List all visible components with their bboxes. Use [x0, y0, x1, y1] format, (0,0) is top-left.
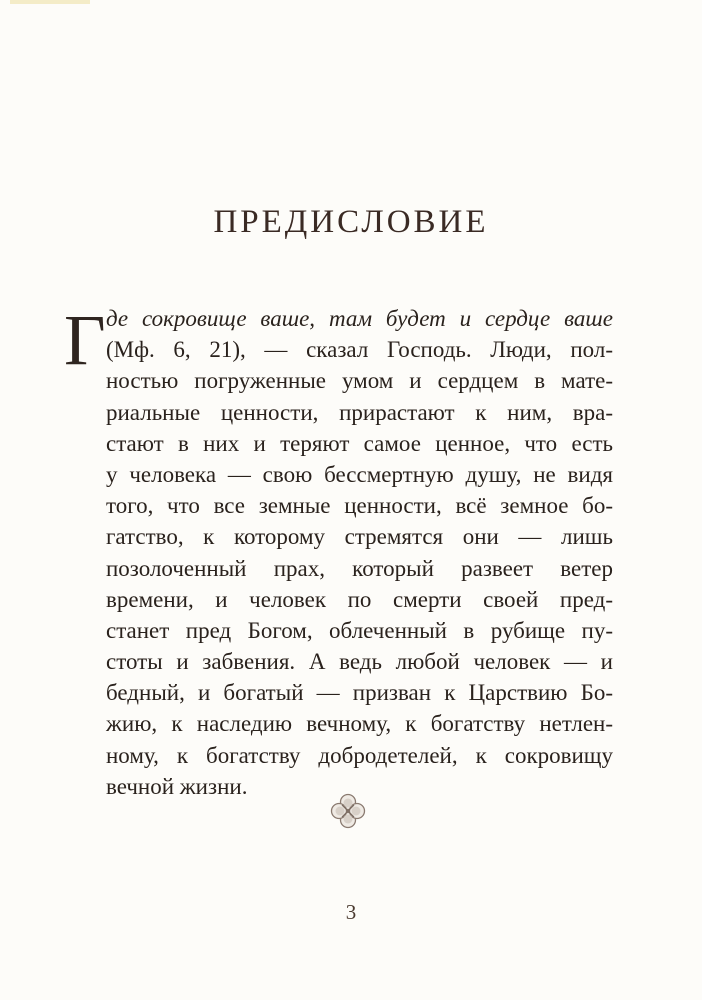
text-line: ностью погруженные умом и сердцем в мате-	[106, 368, 613, 394]
text-line: позолоченный прах, который развеет ветер	[106, 555, 613, 581]
text-line: станет пред Богом, облеченный в рубище пу-	[106, 617, 613, 643]
text-line: риальные ценности, прирастают к ним, вра-	[106, 399, 613, 425]
text-line: стают в них и теряют самое ценное, что есть	[106, 430, 613, 456]
text-line: жию, к наследию вечному, к богатству нетлен-	[106, 711, 613, 737]
drop-cap: Г	[64, 300, 106, 380]
text-line: бедный, и богатый — призван к Царствию Бо-	[106, 680, 613, 706]
text-line: того, что все земные ценности, всё земное бо-	[106, 493, 613, 519]
body-paragraph	[106, 303, 613, 802]
page-number: 3	[345, 900, 357, 924]
text-line: стоты и забвения. А ведь любой человек — и	[106, 649, 613, 675]
text-line: времени, и человек по смерти своей пред-	[106, 586, 613, 612]
text-line: (Мф. 6, 21), — сказал Господь. Люди, пол-	[106, 337, 613, 363]
text-line: вечной жизни.	[106, 773, 248, 799]
quatrefoil-ornament-icon	[330, 793, 366, 829]
text-line: де сокровище ваше, там будет и сердце ваше	[106, 306, 613, 331]
text-line: у человека — свою бессмертную душу, не видя	[106, 461, 613, 487]
text-line: гатство, к которому стремятся они — лишь	[106, 524, 613, 550]
text-line: ному, к богатству добродетелей, к сокровищу	[106, 742, 613, 768]
chapter-title: ПРЕДИСЛОВИЕ	[213, 204, 489, 240]
scan-edge-mark	[10, 0, 90, 4]
